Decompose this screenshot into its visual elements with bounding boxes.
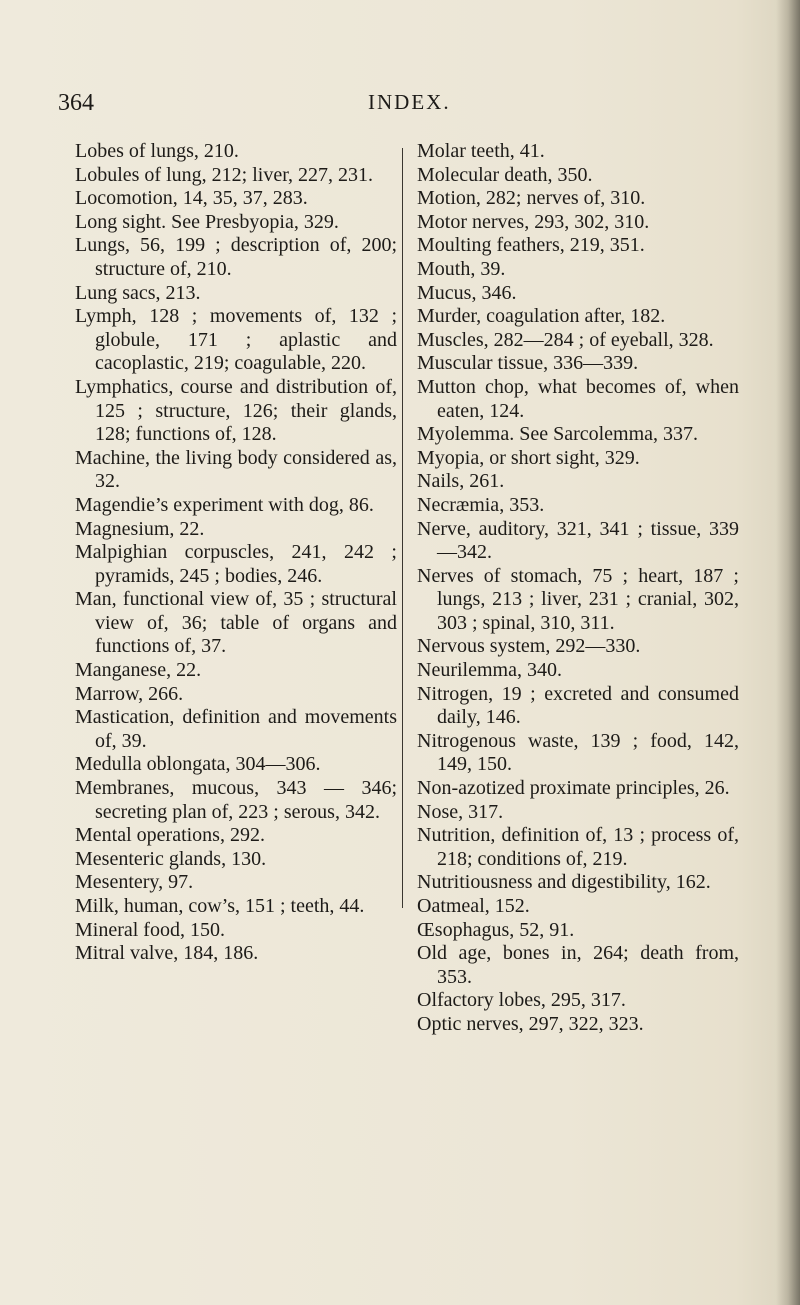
index-entry: Oatmeal, 152. — [417, 895, 530, 917]
index-entry: Mutton chop, what becomes of, when eaten, 124. — [417, 375, 739, 422]
page-number: 364 — [58, 90, 94, 116]
index-entry: Malpighian corpuscles, 241, 242 ; pyramids, 245 ; bodies, 246. — [75, 541, 397, 587]
index-entry: Membranes, mucous, 343 — 346; secreting plan of, 223 ; serous, 342. — [75, 777, 397, 823]
index-entry: Manganese, 22. — [75, 659, 202, 682]
index-entry: Machine, the living body considered as, 32. — [75, 446, 397, 493]
index-entry: Mucus, 346. — [417, 281, 517, 304]
index-entry: Locomotion, 14, 35, 37, 283. — [75, 187, 308, 210]
index-entry: Muscular tissue, 336—339. — [417, 352, 639, 375]
index-entry: Motion, 282; nerves of, 310. — [417, 187, 646, 210]
index-entry: Long sight. See Presbyopia, 329. — [75, 210, 339, 233]
index-entry: Myolemma. See Sarcolemma, 337. — [417, 423, 699, 446]
index-entry: Molar teeth, 41. — [417, 140, 545, 162]
index-entry: Motor nerves, 293, 302, 310. — [417, 210, 650, 233]
index-entry: Nails, 261. — [417, 470, 505, 493]
index-entry: Magendie’s experiment with dog, 86. — [75, 493, 374, 516]
index-entry: Nitrogenous waste, 139 ; food, 142, 149, 150. — [417, 729, 739, 776]
index-entry: Mouth, 39. — [417, 257, 506, 280]
index-entry: Lung sacs, 213. — [75, 281, 201, 304]
index-entry: Old age, bones in, 264; death from, 353. — [417, 942, 739, 988]
running-head: INDEX. — [368, 90, 451, 114]
index-column-right — [417, 140, 739, 1037]
index-entry: Mineral food, 150. — [75, 918, 225, 941]
index-entry: Nutritiousness and digestibility, 162. — [417, 871, 711, 894]
index-entry: Neurilemma, 340. — [417, 659, 562, 682]
index-entry: Lobes of lungs, 210. — [75, 140, 239, 162]
page-edge-shadow — [776, 0, 800, 1305]
index-entry: Mental operations, 292. — [75, 824, 265, 847]
index-entry: Milk, human, cow’s, 151 ; teeth, 44. — [75, 895, 365, 917]
index-entry: Medulla oblongata, 304—306. — [75, 753, 321, 776]
index-entry: Magnesium, 22. — [75, 517, 205, 540]
index-entry: Lobules of lung, 212; liver, 227, 231. — [75, 163, 374, 186]
index-entry: Olfactory lobes, 295, 317. — [417, 989, 626, 1012]
index-entry: Man, functional view of, 35 ; structural view of, 36; table of organs and functions of, 37. — [75, 588, 397, 658]
index-entry: Lungs, 56, 199 ; description of, 200; structure of, 210. — [75, 234, 397, 280]
index-entry: Myopia, or short sight, 329. — [417, 446, 640, 469]
index-entry: Optic nerves, 297, 322, 323. — [417, 1012, 644, 1035]
index-entry: Moulting feathers, 219, 351. — [417, 234, 645, 257]
index-entry: Molecular death, 350. — [417, 163, 593, 186]
index-entry: Muscles, 282—284 ; of eyeball, 328. — [417, 328, 714, 351]
index-entry: Nose, 317. — [417, 800, 504, 823]
index-entry: Lymphatics, course and distribution of, 125 ; structure, 126; their glands, 128; functions of, 128. — [75, 375, 397, 446]
index-entry: Nervous system, 292—330. — [417, 635, 641, 658]
index-entry: Nerves of stomach, 75 ; heart, 187 ; lungs, 213 ; liver, 231 ; cranial, 302, 303 ; spinal, 310, 311. — [417, 564, 739, 634]
index-entry: Nutrition, definition of, 13 ; process of, 218; conditions of, 219. — [417, 824, 739, 870]
column-divider — [402, 148, 403, 908]
index-entry: Lymph, 128 ; movements of, 132 ; globule, 171 ; aplastic and cacoplastic, 219; coagulable, 220. — [75, 305, 397, 375]
index-entry: Mesentery, 97. — [75, 871, 194, 894]
index-entry: Mesenteric glands, 130. — [75, 847, 267, 870]
index-entry: Necræmia, 353. — [417, 493, 545, 516]
index-entry: Murder, coagulation after, 182. — [417, 305, 666, 328]
page-header — [58, 90, 748, 124]
index-column-left — [75, 140, 397, 966]
index-entry: Mastication, definition and movements of, 39. — [75, 706, 397, 752]
index-entry: Marrow, 266. — [75, 682, 184, 705]
index-entry: Non-azotized proximate principles, 26. — [417, 777, 730, 800]
index-entry: Mitral valve, 184, 186. — [75, 942, 259, 965]
index-entry: Œsophagus, 52, 91. — [417, 918, 575, 941]
index-entry: Nitrogen, 19 ; excreted and consumed daily, 146. — [417, 682, 739, 729]
index-entry: Nerve, auditory, 321, 341 ; tissue, 339—342. — [417, 517, 739, 564]
